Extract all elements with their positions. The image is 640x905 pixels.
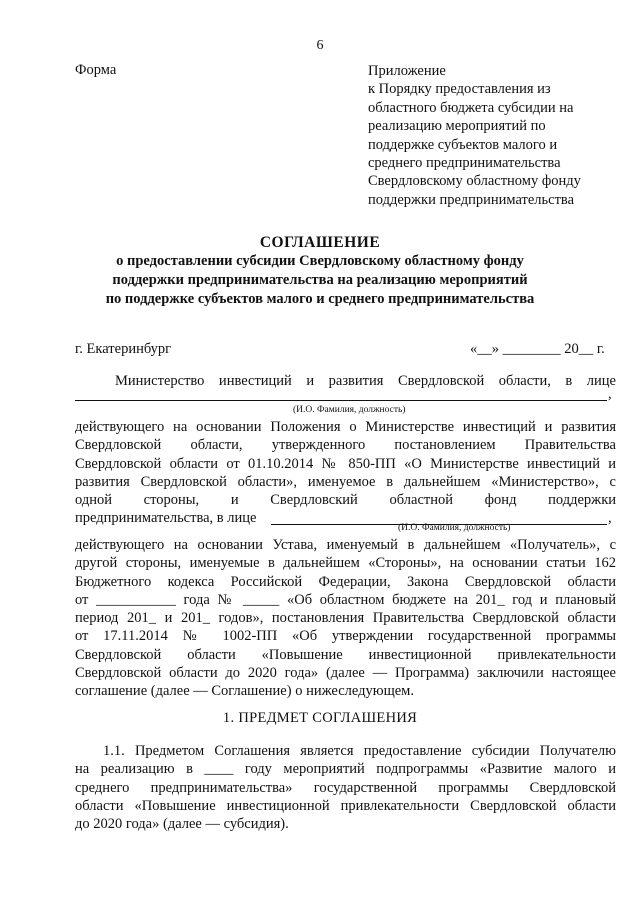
- text-line: другой стороны, именуемые в дальнейшем «Стороны», на основании статьи 162: [75, 555, 616, 572]
- date-of-signing: «__» ________ 20__ г.: [470, 341, 605, 357]
- appendix-line: среднего предпринимательства: [368, 155, 561, 172]
- paragraph-basis: [75, 536, 616, 701]
- signatory-line-fund: [75, 510, 616, 530]
- comma: ,: [608, 386, 612, 402]
- title-line: по поддержке субъектов малого и среднего предпринимательства: [105, 291, 535, 307]
- appendix-line: поддержке субъектов малого и: [368, 136, 558, 153]
- appendix-block: [368, 62, 581, 209]
- agreement-title: [0, 233, 640, 309]
- text-line: действующего на основании Положения о Министерстве инвестиций и развития: [75, 419, 616, 435]
- text-line: соглашение (далее — Соглашение) о нижеследующем.: [75, 683, 414, 700]
- field-caption: (И.О. Фамилия, должность): [293, 405, 406, 415]
- appendix-line: областного бюджета субсидии на: [368, 99, 574, 116]
- text-line: развития Свердловской области», именуемое в дальнейшем «Министерство», с: [75, 473, 616, 490]
- appendix-line: поддержки предпринимательства: [368, 191, 575, 208]
- paragraph-subject: [75, 742, 616, 833]
- text-line: Свердловской области от 01.10.2014 № 850-ПП «О Министерстве инвестиций и: [75, 455, 616, 472]
- text-line: период 201_ и 201_ годов», постановления Правительства Свердловской области: [75, 610, 616, 627]
- title-line: поддержки предпринимательства на реализацию мероприятий: [112, 272, 528, 288]
- intro-line: Министерство инвестиций и развития Свердловской области, в лице: [115, 373, 616, 389]
- text-line: предпринимательства, в лице: [75, 510, 257, 526]
- text-line: от ___________ года № _____ «Об областном бюджете на 201_ год и плановый: [75, 591, 616, 608]
- appendix-line: Свердловскому областному фонду: [368, 173, 581, 190]
- text-line: действующего на основании Устава, именуемый в дальнейшем «Получатель», с: [75, 537, 616, 553]
- blank-underline: [75, 400, 607, 401]
- form-label: Форма: [75, 62, 117, 78]
- field-caption: (И.О. Фамилия, должность): [398, 523, 511, 533]
- text-line: Свердловской области до 2020 года» (далее — Программа) заключили настоящее: [75, 665, 616, 682]
- section-heading: 1. ПРЕДМЕТ СОГЛАШЕНИЯ: [222, 710, 418, 726]
- appendix-line: Приложение: [368, 63, 446, 79]
- text-line: среднего предпринимательства» государственной программы Свердловской: [75, 779, 616, 796]
- title-line: о предоставлении субсидии Свердловскому областному фонду: [116, 253, 524, 269]
- signatory-line-ministry: [75, 386, 616, 406]
- text-line: Свердловской области, утвержденного постановлением Правительства: [75, 437, 616, 454]
- place-of-signing: г. Екатеринбург: [75, 341, 172, 357]
- text-line: одной стороны, и Свердловский областной фонд поддержки: [75, 492, 616, 509]
- text-line: от 17.11.2014 № 1002-ПП «Об утверждении государственной программы: [75, 628, 616, 645]
- appendix-line: к Порядку предоставления из: [368, 81, 551, 98]
- text-line: Свердловской области «Повышение инвестиционной привлекательности: [75, 646, 616, 663]
- paragraph-parties: [75, 418, 616, 509]
- comma: ,: [608, 510, 612, 526]
- text-line: до 2020 года» (далее — субсидия).: [75, 816, 289, 833]
- text-line: 1.1. Предметом Соглашения является предоставление субсидии Получателю: [103, 743, 616, 759]
- page-number: 6: [316, 38, 324, 53]
- title-main: СОГЛАШЕНИЕ: [259, 234, 381, 251]
- text-line: Бюджетного кодекса Российской Федерации, Закона Свердловской области: [75, 573, 616, 590]
- text-line: области «Повышение инвестиционной привлекательности Свердловской области: [75, 797, 616, 814]
- appendix-line: реализацию мероприятий по: [368, 118, 546, 135]
- text-line: на реализацию в ____ году мероприятий подпрограммы «Развитие малого и: [75, 761, 616, 778]
